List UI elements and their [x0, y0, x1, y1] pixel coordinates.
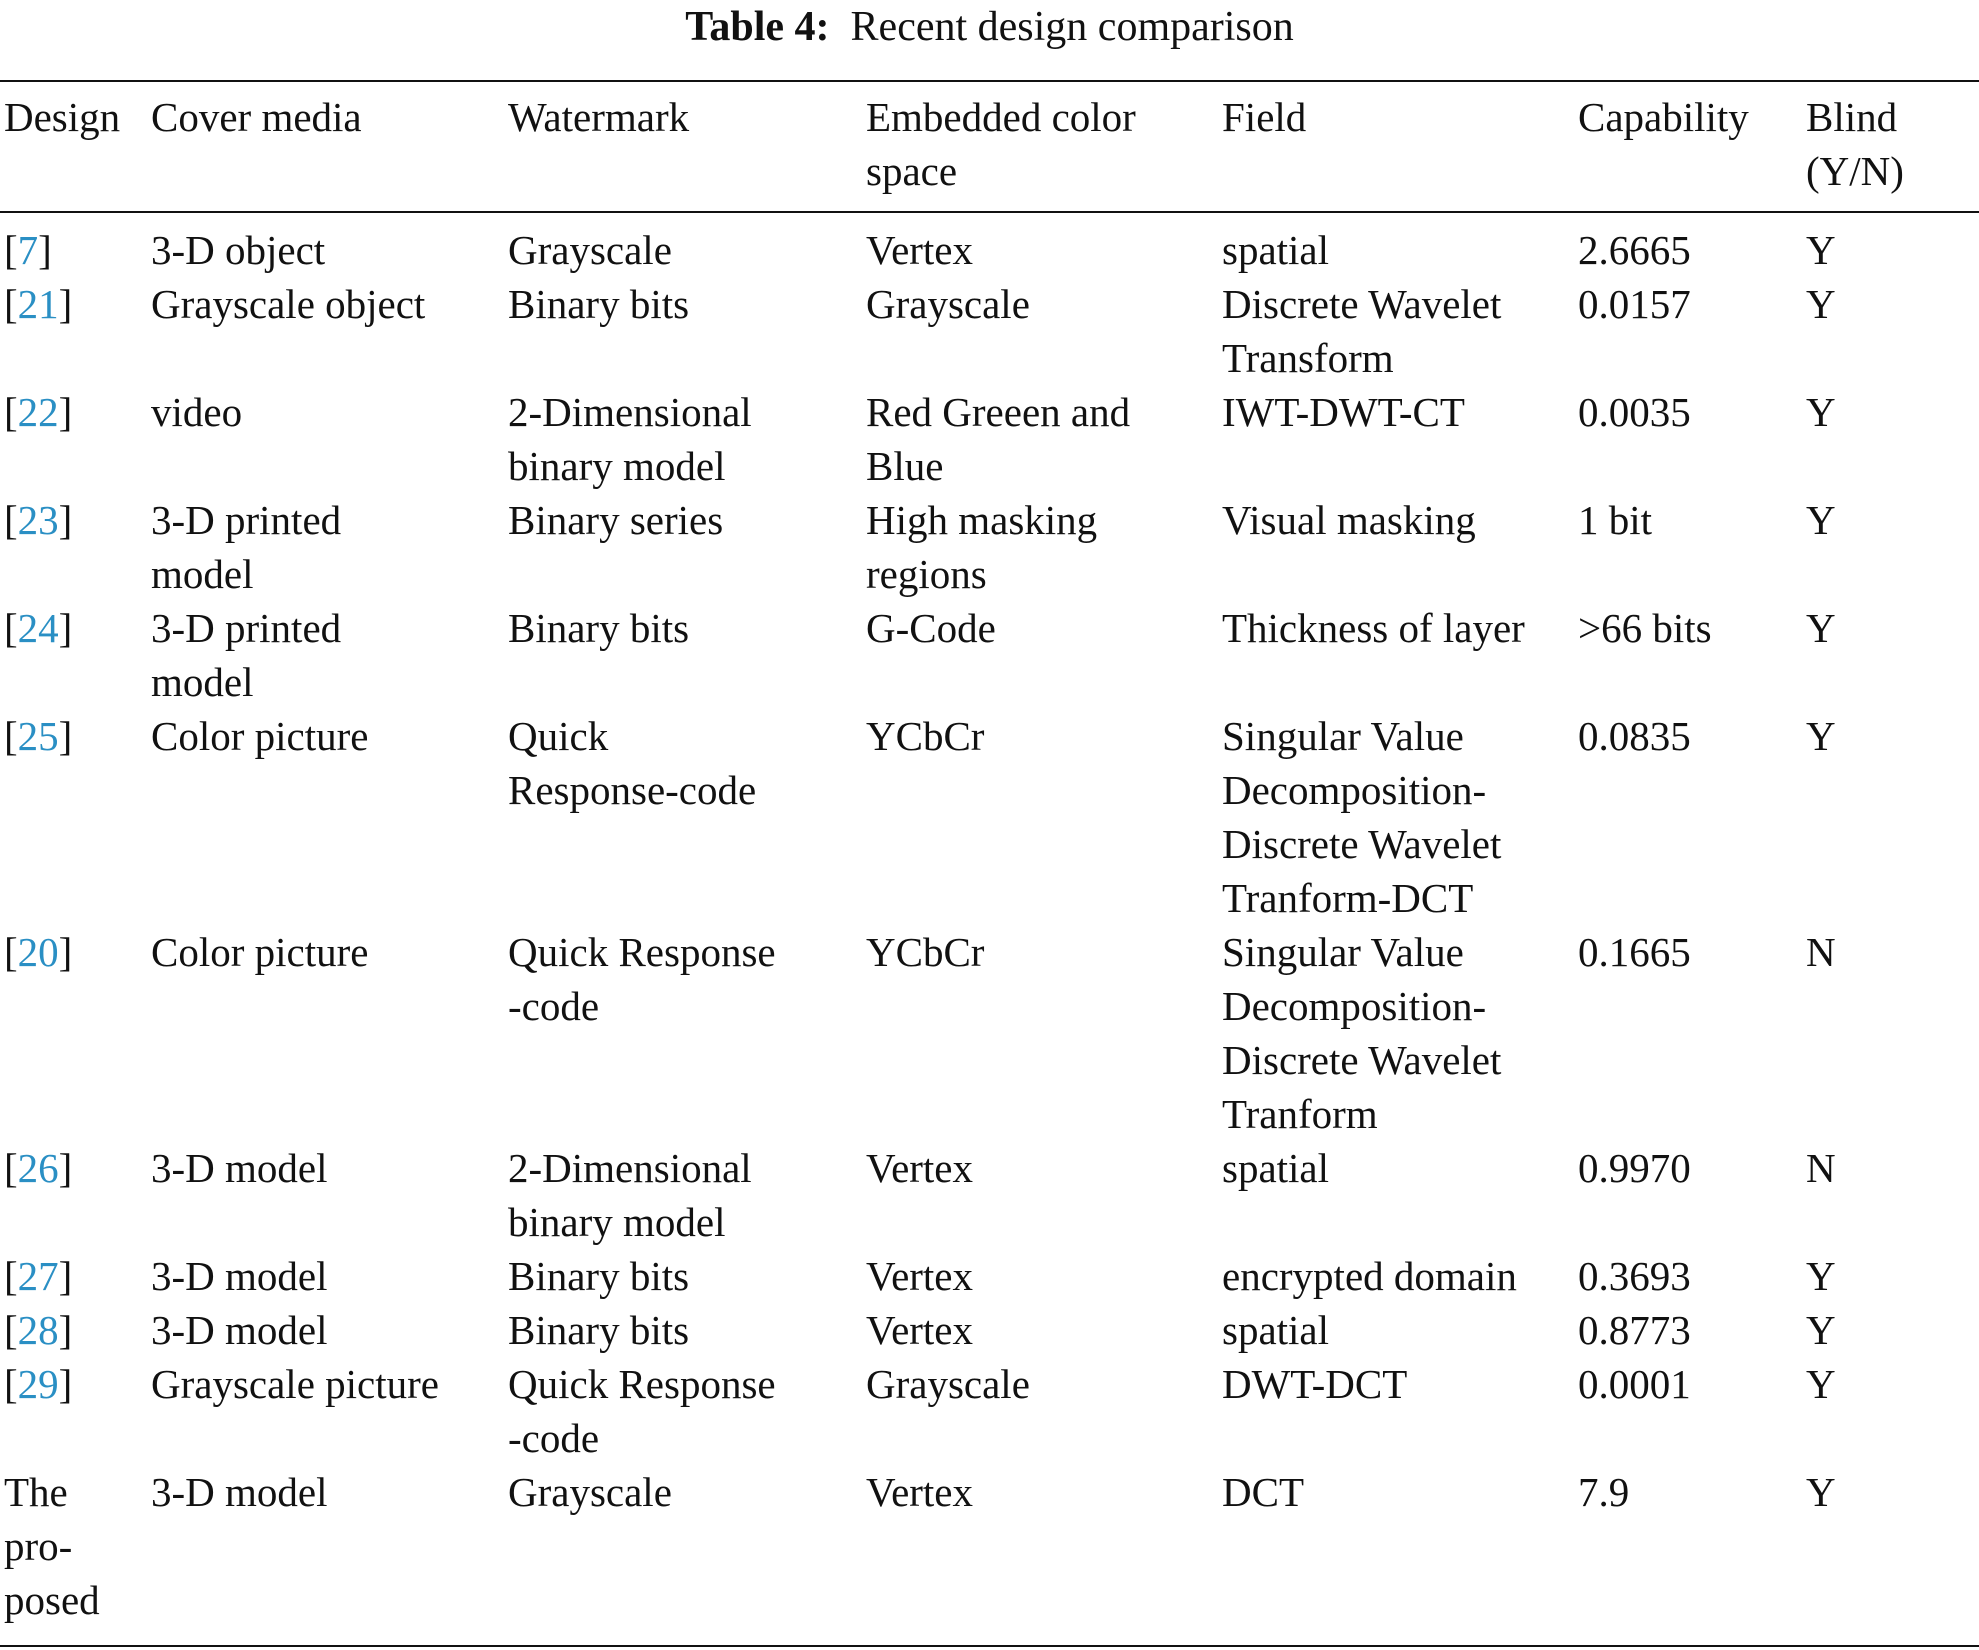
reference-link[interactable]: 7 [17, 227, 39, 273]
table-cell [1802, 385, 1979, 493]
cell-line: Vertex [866, 1253, 974, 1299]
table-cell [1802, 1465, 1979, 1627]
header-line: (Y/N) [1806, 148, 1904, 194]
cell-line: 0.9970 [1578, 1145, 1691, 1191]
cell-line: -code [508, 983, 600, 1029]
cell-line: Discrete Wavelet [1222, 821, 1502, 867]
table-cell [1574, 709, 1802, 925]
cell-line: 0.0835 [1578, 713, 1691, 759]
table-cell [1802, 601, 1979, 709]
column-header [1802, 82, 1979, 203]
cell-line: Grayscale object [151, 281, 426, 327]
cell-line: Visual masking [1222, 497, 1476, 543]
cell-line: Thickness of layer [1222, 605, 1525, 651]
bottom-rule [0, 1645, 1979, 1647]
cell-line: Blue [866, 443, 944, 489]
cell-line: Binary bits [508, 1253, 690, 1299]
column-header [1218, 82, 1574, 203]
table-cell [862, 1357, 1218, 1465]
cell-line: DWT-DCT [1222, 1361, 1408, 1407]
table-cell [1802, 709, 1979, 925]
table-cell [147, 1357, 504, 1465]
cell-line: Tranform [1222, 1091, 1378, 1137]
cell-line: Vertex [866, 1307, 974, 1353]
cell-line: Quick Response [508, 929, 776, 975]
design-cell: [27] [4, 1253, 73, 1299]
cell-line: Grayscale picture [151, 1361, 439, 1407]
cell-line: Decomposition- [1222, 767, 1487, 813]
cell-line: DCT [1222, 1469, 1304, 1515]
table-cell [1574, 1141, 1802, 1249]
cell-line: 1 bit [1578, 497, 1653, 543]
design-cell: [25] [4, 713, 73, 759]
table-cell [147, 925, 504, 1141]
column-header [862, 82, 1218, 203]
design-cell: [29] [4, 1361, 73, 1407]
table-cell [862, 1303, 1218, 1357]
column-header [504, 82, 862, 203]
cell-line: regions [866, 551, 987, 597]
table-cell [147, 277, 504, 385]
cell-line: video [151, 389, 243, 435]
header-line: Design [4, 94, 121, 140]
cell-line: spatial [1222, 227, 1330, 273]
cell-line: Binary bits [508, 1307, 690, 1353]
table-cell [1218, 385, 1574, 493]
table-cell [1802, 1303, 1979, 1357]
design-cell: [20] [4, 929, 73, 975]
table-cell [862, 277, 1218, 385]
table-cell [504, 1357, 862, 1465]
cell-line: High masking [866, 497, 1098, 543]
table-cell [1802, 1357, 1979, 1465]
cell-line: Red Greeen and [866, 389, 1131, 435]
cell-line: Grayscale [508, 1469, 672, 1515]
cell-line: Y [1806, 227, 1836, 273]
cell-line: Y [1806, 389, 1836, 435]
cell-line: encrypted domain [1222, 1253, 1517, 1299]
table-cell [1218, 1249, 1574, 1303]
table-cell [1802, 1141, 1979, 1249]
cell-line: 0.3693 [1578, 1253, 1691, 1299]
table-caption-text: Recent design comparison [850, 4, 1294, 50]
table-cell [1218, 709, 1574, 925]
table-cell [504, 1141, 862, 1249]
reference-link[interactable]: 26 [17, 1145, 59, 1191]
column-header [0, 82, 147, 203]
comparison-table [0, 82, 1979, 1627]
cell-line: 3-D model [151, 1145, 328, 1191]
table-cell [1802, 925, 1979, 1141]
table-cell [862, 1249, 1218, 1303]
table-cell [1802, 1249, 1979, 1303]
cell-line: Tranform-DCT [1222, 875, 1474, 921]
cell-line: Transform [1222, 335, 1394, 381]
table-cell [1574, 1357, 1802, 1465]
cell-line: 3-D model [151, 1253, 328, 1299]
table-cell [862, 601, 1218, 709]
reference-link[interactable]: 20 [17, 929, 59, 975]
header-line: space [866, 148, 958, 194]
cell-line: 2-Dimensional [508, 1145, 752, 1191]
table-cell [1574, 203, 1802, 277]
cell-line: Quick [508, 713, 609, 759]
table-cell [504, 1303, 862, 1357]
table-cell [1218, 203, 1574, 277]
table-cell [504, 1249, 862, 1303]
table-cell [504, 277, 862, 385]
table-cell [147, 709, 504, 925]
design-cell: [22] [4, 389, 73, 435]
cell-line: Binary series [508, 497, 724, 543]
table-cell [1802, 203, 1979, 277]
design-cell: [26] [4, 1145, 73, 1191]
table-cell [504, 493, 862, 601]
table-cell [504, 385, 862, 493]
table-caption [0, 2, 1979, 52]
cell-line: YCbCr [866, 929, 985, 975]
column-header [1574, 82, 1802, 203]
design-line: posed [4, 1577, 100, 1623]
table-cell [147, 493, 504, 601]
cell-line: N [1806, 929, 1836, 975]
table-cell [862, 925, 1218, 1141]
cell-line: Singular Value [1222, 713, 1464, 759]
table-cell [1218, 1357, 1574, 1465]
design-cell: [23] [4, 497, 73, 543]
table-cell [1218, 1141, 1574, 1249]
table-row [0, 1141, 1979, 1249]
cell-line: Response-code [508, 767, 757, 813]
table-cell [1218, 1465, 1574, 1627]
table-cell [504, 601, 862, 709]
cell-line: Grayscale [866, 281, 1030, 327]
design-cell [0, 1465, 147, 1627]
header-line: Cover media [151, 94, 362, 140]
table-cell [862, 1141, 1218, 1249]
table-cell [504, 1465, 862, 1627]
reference-link[interactable]: 21 [17, 281, 59, 327]
table-row [0, 1249, 1979, 1303]
table-row [0, 1357, 1979, 1465]
cell-line: Vertex [866, 1145, 974, 1191]
cell-line: G-Code [866, 605, 996, 651]
cell-line: binary model [508, 1199, 726, 1245]
cell-line: 0.0157 [1578, 281, 1691, 327]
reference-link[interactable]: 27 [17, 1253, 59, 1299]
reference-link[interactable]: 29 [17, 1361, 59, 1407]
reference-link[interactable]: 22 [17, 389, 59, 435]
cell-line: Binary bits [508, 605, 690, 651]
table-cell [1218, 277, 1574, 385]
table-cell [147, 601, 504, 709]
table-cell [147, 1141, 504, 1249]
cell-line: spatial [1222, 1145, 1330, 1191]
reference-link[interactable]: 23 [17, 497, 59, 543]
cell-line: 7.9 [1578, 1469, 1630, 1515]
table-caption-label: Table 4: [685, 4, 830, 50]
design-cell: [24] [4, 605, 73, 651]
table-row [0, 203, 1979, 277]
cell-line: Vertex [866, 227, 974, 273]
cell-line: Y [1806, 497, 1836, 543]
table-cell [1574, 1303, 1802, 1357]
cell-line: Discrete Wavelet [1222, 1037, 1502, 1083]
table-cell [1802, 277, 1979, 385]
cell-line: Y [1806, 1469, 1836, 1515]
cell-line: Y [1806, 605, 1836, 651]
design-cell: [21] [4, 281, 73, 327]
cell-line: Color picture [151, 929, 369, 975]
table-cell [862, 385, 1218, 493]
table-cell [1218, 601, 1574, 709]
table-cell [504, 709, 862, 925]
table-cell [147, 1465, 504, 1627]
table-row [0, 277, 1979, 385]
cell-line: N [1806, 1145, 1836, 1191]
cell-line: binary model [508, 443, 726, 489]
table-cell [147, 385, 504, 493]
cell-line: IWT-DWT-CT [1222, 389, 1465, 435]
reference-link[interactable]: 24 [17, 605, 59, 651]
cell-line: 3-D model [151, 1469, 328, 1515]
table-cell [1574, 277, 1802, 385]
header-line: Embedded color [866, 94, 1136, 140]
table-cell [1802, 493, 1979, 601]
cell-line: Quick Response [508, 1361, 776, 1407]
cell-line: Y [1806, 1253, 1836, 1299]
cell-line: 0.0001 [1578, 1361, 1691, 1407]
header-line: Capability [1578, 94, 1749, 140]
table-cell [147, 1303, 504, 1357]
cell-line: Y [1806, 1361, 1836, 1407]
cell-line: Discrete Wavelet [1222, 281, 1502, 327]
table-cell [147, 1249, 504, 1303]
cell-line: Y [1806, 1307, 1836, 1353]
design-cell: [7] [4, 227, 52, 273]
table-cell [1218, 925, 1574, 1141]
table-row [0, 925, 1979, 1141]
header-line: Field [1222, 94, 1307, 140]
table-cell [504, 925, 862, 1141]
cell-line: 0.0035 [1578, 389, 1691, 435]
column-header [147, 82, 504, 203]
cell-line: Binary bits [508, 281, 690, 327]
cell-line: Y [1806, 281, 1836, 327]
table-body [0, 203, 1979, 1627]
table-row [0, 709, 1979, 925]
cell-line: 0.8773 [1578, 1307, 1691, 1353]
cell-line: 3-D object [151, 227, 326, 273]
cell-line: 3-D printed [151, 497, 342, 543]
table-cell [1574, 601, 1802, 709]
table-row [0, 385, 1979, 493]
design-line: pro- [4, 1523, 73, 1569]
design-line: The [4, 1469, 68, 1515]
table-row [0, 1465, 1979, 1627]
cell-line: spatial [1222, 1307, 1330, 1353]
cell-line: Singular Value [1222, 929, 1464, 975]
cell-line: YCbCr [866, 713, 985, 759]
table-cell [504, 203, 862, 277]
table-cell [1574, 925, 1802, 1141]
cell-line: 0.1665 [1578, 929, 1691, 975]
cell-line: -code [508, 1415, 600, 1461]
cell-line: model [151, 551, 254, 597]
cell-line: >66 bits [1578, 605, 1712, 651]
table-cell [147, 203, 504, 277]
cell-line: 3-D model [151, 1307, 328, 1353]
header-line: Watermark [508, 94, 690, 140]
cell-line: Color picture [151, 713, 369, 759]
cell-line: Grayscale [866, 1361, 1030, 1407]
table-cell [1218, 1303, 1574, 1357]
table-cell [862, 203, 1218, 277]
cell-line: Y [1806, 713, 1836, 759]
table-cell [862, 709, 1218, 925]
table-cell [1574, 1249, 1802, 1303]
table-cell [862, 493, 1218, 601]
cell-line: 2.6665 [1578, 227, 1691, 273]
cell-line: 3-D printed [151, 605, 342, 651]
table-row [0, 1303, 1979, 1357]
table-row [0, 601, 1979, 709]
table-cell [1218, 493, 1574, 601]
reference-link[interactable]: 25 [17, 713, 59, 759]
cell-line: Grayscale [508, 227, 672, 273]
reference-link[interactable]: 28 [17, 1307, 59, 1353]
table-cell [1574, 385, 1802, 493]
table-cell [1574, 493, 1802, 601]
header-line: Blind [1806, 94, 1898, 140]
table-cell [862, 1465, 1218, 1627]
table-row [0, 493, 1979, 601]
header-row [0, 82, 1979, 203]
cell-line: 2-Dimensional [508, 389, 752, 435]
cell-line: model [151, 659, 254, 705]
design-cell: [28] [4, 1307, 73, 1353]
table-cell [1574, 1465, 1802, 1627]
cell-line: Decomposition- [1222, 983, 1487, 1029]
cell-line: Vertex [866, 1469, 974, 1515]
